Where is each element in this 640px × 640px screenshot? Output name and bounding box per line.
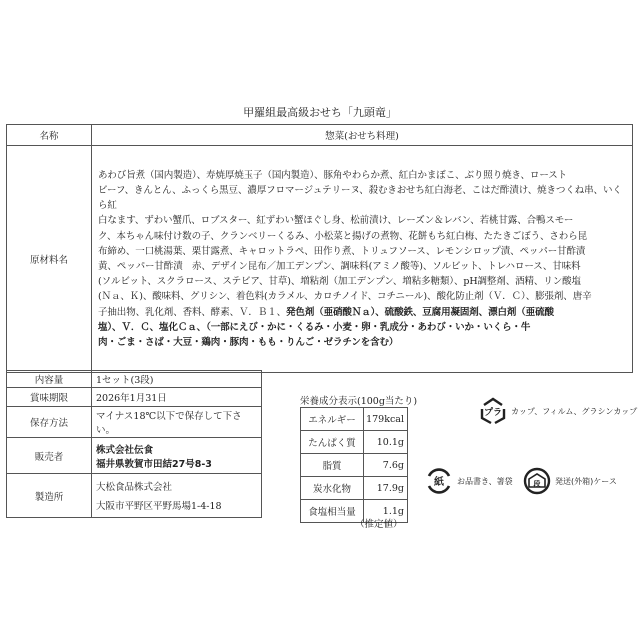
- paper-recycle-text: お品書き、箸袋: [457, 476, 513, 486]
- ingredients-line: 布締め、一口桃湯葉、栗甘露煮、キャロットラペ、田作り煮、トリュフソース、レモンシロップ漬、ペッパー甘酢漬: [98, 245, 586, 257]
- nutrition-key: 脂質: [301, 454, 364, 477]
- recycle-cardboard: [522, 466, 617, 496]
- label-table: [6, 124, 633, 373]
- nutrition-note: （推定値）: [355, 519, 403, 530]
- paper-recycle-icon: [424, 466, 454, 496]
- svg-text:段: 段: [533, 480, 541, 488]
- svg-text:紙: 紙: [434, 477, 444, 488]
- nutrition-key: たんぱく質: [301, 431, 364, 454]
- manufacturer-address: 大阪市平野区平野馬場1-4-18: [96, 501, 222, 512]
- nutrition-value: 17.9g: [364, 477, 408, 500]
- seller-name: 株式会社伝食: [96, 444, 154, 456]
- ingredients-line: ク、本ちゃん味付け数の子、クランベリーくるみ、小松菜と揚げの煮物、花餅もち紅白梅、たたきごぼう、さわら昆: [98, 230, 587, 242]
- nutrition-key: 食塩相当量: [301, 500, 364, 523]
- ingredients-bold: 塩）、Ｖ．Ｃ、塩化Ｃａ、: [98, 321, 207, 333]
- nutrition-value: 179kcal: [364, 408, 408, 431]
- ingredients-line: (Ｎａ、Ｋ)、酸味料、グリシン、着色料(カラメル、カロチノイド、コチニール)、酸化防止剤（Ｖ．Ｃ）、膨張剤、唐辛: [98, 291, 592, 303]
- ingredients-line: あわび旨煮（国内製造）、寿焼厚焼玉子（国内製造）、豚角やわらか煮、紅白かまぼこ、ぶり照り焼き、ロースト: [98, 169, 568, 181]
- manufacturer-name: 大松食品株式会社: [96, 482, 173, 493]
- cardboard-recycle-icon: [522, 466, 552, 496]
- ingredients-line: 白なます、ずわい蟹爪、ロブスター、紅ずわい蟹ほぐし身、松前漬け、レーズン＆レバン、若桃甘露、合鴨スモー: [98, 215, 574, 227]
- ingredients-text: [92, 146, 633, 373]
- seller-label: 販売者: [7, 438, 92, 474]
- nutrition-title: 栄養成分表示(100g当たり): [300, 396, 418, 407]
- ingredients-label: 原材料名: [7, 146, 92, 373]
- nutrition-table: [300, 407, 408, 523]
- content-value: 1セット(3段): [92, 371, 262, 388]
- nutrition-value: 1.1g: [364, 500, 408, 523]
- recycle-pla: [478, 396, 637, 426]
- ingredients-line: [98, 320, 626, 335]
- expiry-label: 賞味期限: [7, 388, 92, 407]
- ingredients-line: 黄、ペッパー甘酢漬 赤、デザイン昆布／加工デンプン、調味料(アミノ酸等)、ソルビット、トレハロース、甘味料: [98, 261, 581, 272]
- name-value: 惣菜(おせち料理): [92, 125, 633, 146]
- expiry-value: 2026年1月31日: [92, 388, 262, 407]
- ingredients-bold: 発色剤（亜硝酸Ｎａ）、硫酸鉄、豆腐用凝固剤、漂白剤（亜硫酸: [286, 306, 554, 318]
- ingredients-line: ビーフ、きんとん、ふっくら黒豆、濃厚フロマージュテリーヌ、殺むきおせち紅白海老、こはだ酢漬け、焼きつくね串、いくら紅: [98, 184, 622, 212]
- storage-value: マイナス18℃以下で保存して下さい。: [92, 407, 262, 438]
- nutrition-key: エネルギー: [301, 408, 364, 431]
- page-title: 甲羅組最高級おせち「九頭竜」: [243, 106, 397, 119]
- ingredients-line: [98, 305, 626, 320]
- content-label: 内容量: [7, 371, 92, 388]
- nutrition-value: 10.1g: [364, 431, 408, 454]
- seller-address: 福井県敦賀市田結27号8-3: [96, 458, 212, 470]
- pla-recycle-text: カップ、フィルム、グラシンカップ: [511, 406, 638, 416]
- nutrition-value: 7.6g: [364, 454, 408, 477]
- cardboard-recycle-text: 発送(外箱)ケース: [555, 476, 617, 486]
- ingredients-allergen: （一部にえび・かに・くるみ・小麦・卵・乳成分・あわび・いか・いくら・牛: [206, 321, 531, 333]
- recycle-paper: [424, 466, 513, 496]
- ingredients-line: (ソルビット、スクラロース、ステビア、甘草)、増粘剤（加工デンプン、増粘多糖類）、pH調整剤、酒精、リン酸塩: [98, 276, 581, 288]
- details-table: [6, 370, 262, 518]
- manufacturer-value: [92, 474, 262, 518]
- manufacturer-label: 製造所: [7, 474, 92, 518]
- storage-label: 保存方法: [7, 407, 92, 438]
- ingredients-line: [98, 335, 626, 350]
- ingredients-allergen: 肉・ごま・さば・大豆・鶏肉・豚肉・もも・りんご・ゼラチンを含む）: [98, 337, 399, 349]
- ingredients-normal: 子抽出物、乳化剤、香料、酵素、Ｖ．Ｂ１、: [98, 306, 287, 318]
- svg-text:プラ: プラ: [483, 408, 503, 418]
- nutrition-key: 炭水化物: [301, 477, 364, 500]
- pla-recycle-icon: [478, 396, 508, 426]
- name-label: 名称: [7, 125, 92, 146]
- seller-value: [92, 438, 262, 474]
